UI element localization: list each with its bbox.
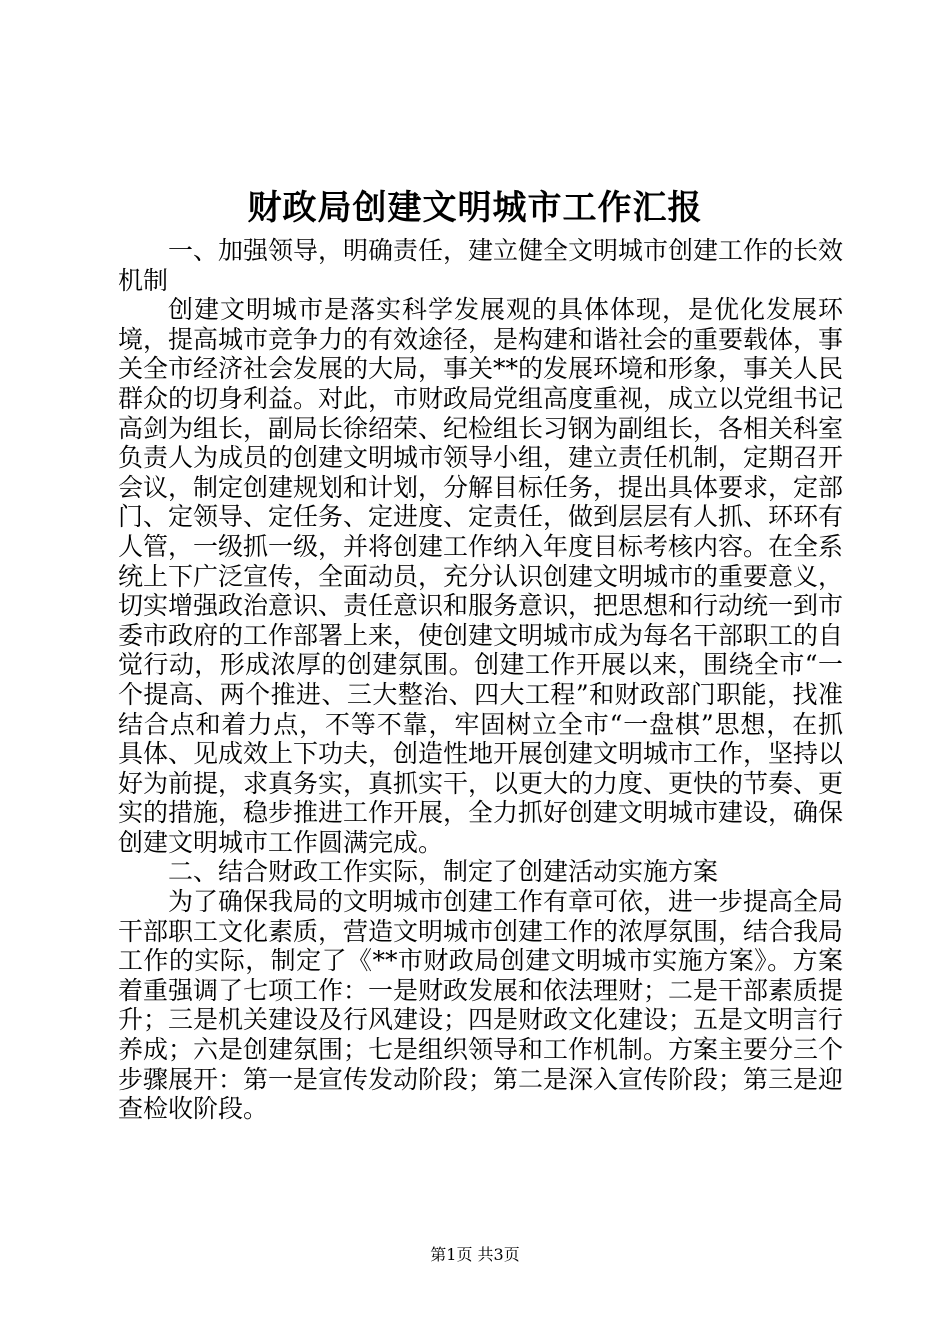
body-paragraph-1: 创建文明城市是落实科学发展观的具体体现，是优化发展环境，提高城市竞争力的有效途径，是构建和谐社会的重要载体，事关全市经济社会发展的大局，事关**的发展环境和形象，事关人民群众的切身利益。对此，市财政局党组高度重视，成立以党组书记高剑为组长，副局长徐绍荣、纪检组长习钢为副组长，各相关科室负责人为成员的创建文明城市领导小组，建立责任机制，定期召开会议，制定创建规划和计划，分解目标任务，提出具体要求，定部门、定领导、定任务、定进度、定责任，做到层层有人抓、环环有人管，一级抓一级，并将创建工作纳入年度目标考核内容。在全系统上下广泛宣传，全面动员，充分认识创建文明城市的重要意义，切实增强政治意识、责任意识和服务意识，把思想和行动统一到市委市政府的工作部署上来，使创建文明城市成为每名干部职工的自觉行动，形成浓厚的创建氛围。创建工作开展以来，围绕全市“一个提高、两个推进、三大整治、四大工程”和财政部门职能，找准结合点和着力点，不等不靠，牢固树立全市“一盘棋”思想，在抓具体、见成效上下功夫，创造性地开展创建文明城市工作，坚持以好为前提，求真务实，真抓实干，以更大的力度、更快的节奏、更实的措施，稳步推进工作开展，全力抓好创建文明城市建设，确保创建文明城市工作圆满完成。 [118, 295, 844, 857]
document-body [118, 236, 843, 1124]
section-heading-1: 一、加强领导，明确责任，建立健全文明城市创建工作的长效机制 [118, 236, 844, 295]
page-number-footer: 第1页 共3页 [430, 1245, 520, 1264]
body-paragraph-2: 为了确保我局的文明城市创建工作有章可依，进一步提高全局干部职工文化素质，营造文明城市创建工作的浓厚氛围，结合我局工作的实际，制定了《**市财政局创建文明城市实施方案》。方案着重强调了七项工作：一是财政发展和依法理财；二是干部素质提升；三是机关建设及行风建设；四是财政文化建设；五是文明言行养成；六是创建氛围；七是组织领导和工作机制。方案主要分三个步骤展开：第一是宣传发动阶段；第二是深入宣传阶段；第三是迎查检收阶段。 [118, 887, 844, 1124]
document-title: 财政局创建文明城市工作汇报 [247, 188, 703, 228]
section-heading-2: 二、结合财政工作实际，制定了创建活动实施方案 [168, 857, 719, 887]
